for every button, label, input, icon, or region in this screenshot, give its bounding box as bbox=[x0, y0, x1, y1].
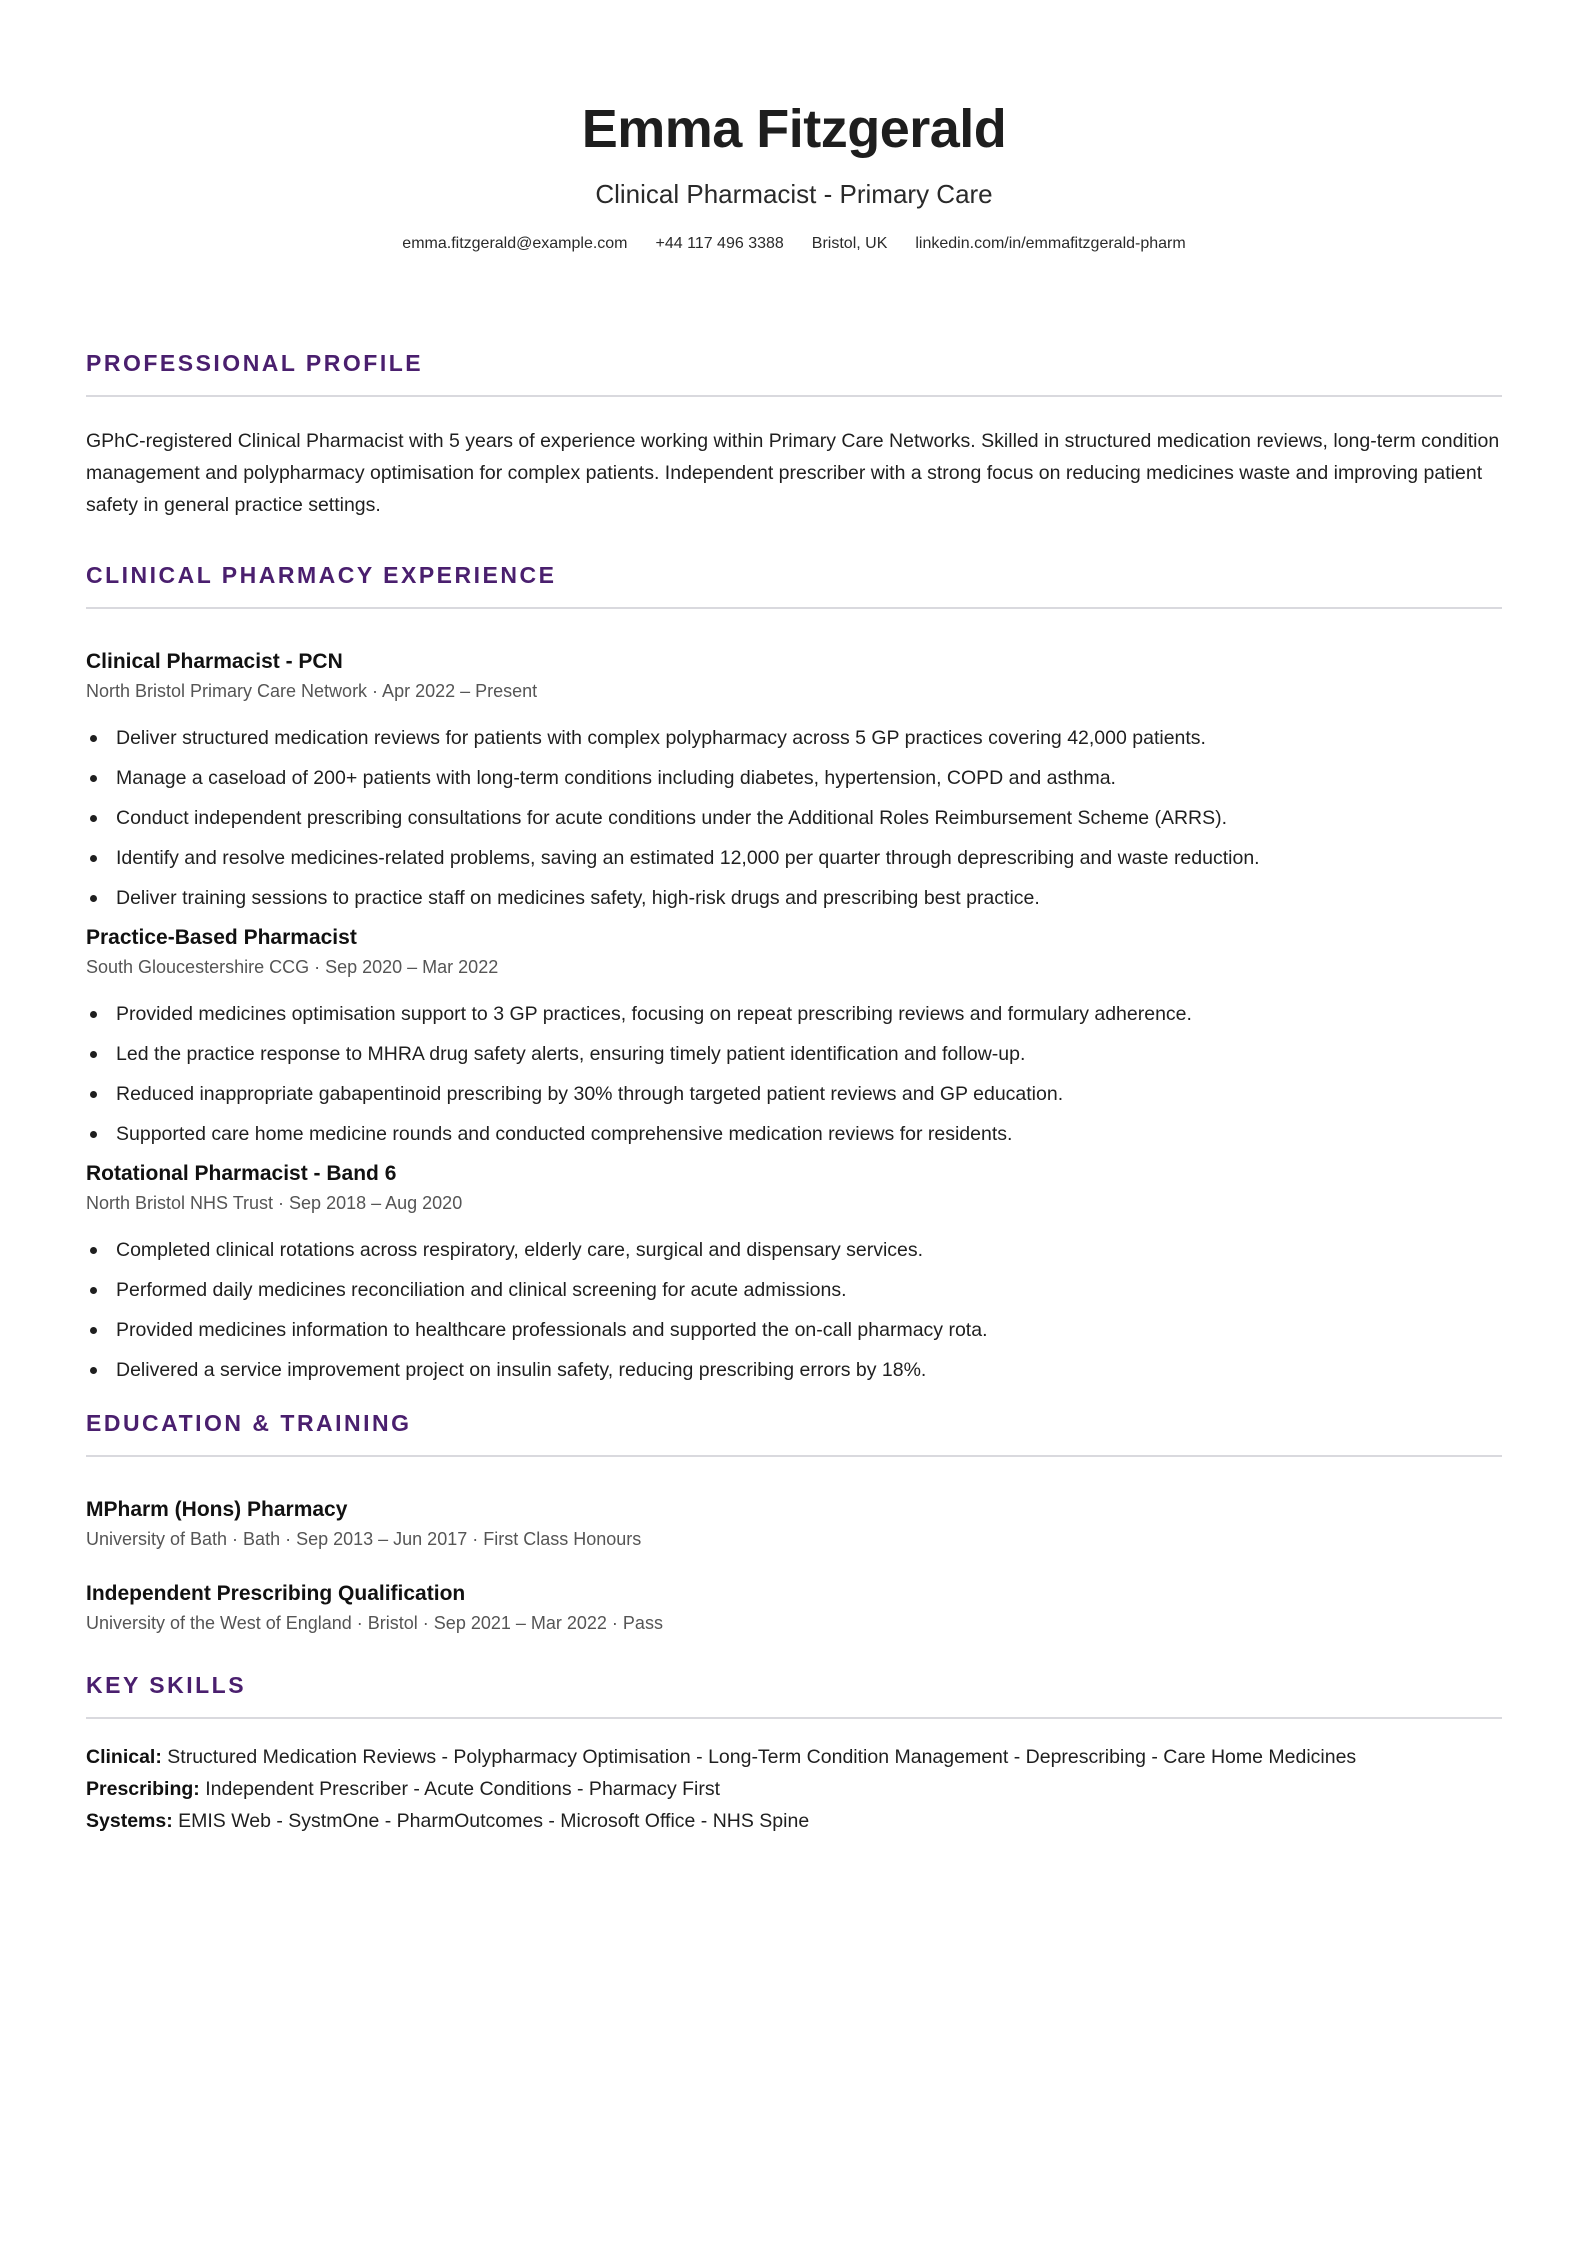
education-section bbox=[86, 1409, 1502, 1635]
section-heading: CLINICAL PHARMACY EXPERIENCE bbox=[86, 562, 557, 588]
job-meta: North Bristol NHS Trust · Sep 2018 – Aug 2020 bbox=[86, 1193, 463, 1213]
contact-line bbox=[86, 234, 1502, 254]
job-title: Rotational Pharmacist - Band 6 bbox=[86, 1162, 397, 1185]
section-divider bbox=[86, 1455, 1502, 1457]
list-item: Provided medicines information to healthcare professionals and supported the on-call pharmacy rota. bbox=[86, 1317, 1502, 1343]
education-title: MPharm (Hons) Pharmacy bbox=[86, 1498, 348, 1521]
job-meta: South Gloucestershire CCG · Sep 2020 – Mar 2022 bbox=[86, 957, 499, 977]
skill-value: Independent Prescriber - Acute Conditions - Pharmacy First bbox=[205, 1778, 721, 1800]
contact-phone: +44 117 496 3388 bbox=[655, 235, 784, 252]
list-item: Reduced inappropriate gabapentinoid prescribing by 30% through targeted patient reviews and GP education. bbox=[86, 1081, 1502, 1107]
skill-label: Systems: bbox=[86, 1810, 173, 1832]
list-item: Provided medicines optimisation support to 3 GP practices, focusing on repeat prescribing reviews and formulary adherence. bbox=[86, 1001, 1502, 1027]
candidate-title: Clinical Pharmacist - Primary Care bbox=[595, 179, 993, 209]
section-heading: EDUCATION & TRAINING bbox=[86, 1410, 412, 1436]
section-divider bbox=[86, 607, 1502, 609]
section-heading: PROFESSIONAL PROFILE bbox=[86, 350, 424, 376]
experience-section bbox=[86, 561, 1502, 1383]
list-item: Deliver training sessions to practice staff on medicines safety, high-risk drugs and prescribing best practice. bbox=[86, 885, 1502, 911]
job-title: Clinical Pharmacist - PCN bbox=[86, 650, 343, 673]
education-entry bbox=[86, 1581, 1502, 1635]
skill-line-clinical bbox=[86, 1741, 1502, 1773]
education-entry bbox=[86, 1497, 1502, 1551]
profile-section bbox=[86, 349, 1502, 521]
list-item: Performed daily medicines reconciliation and clinical screening for acute admissions. bbox=[86, 1277, 1502, 1303]
job-bullets bbox=[86, 1001, 1502, 1147]
skills-list bbox=[86, 1741, 1502, 1837]
skills-section bbox=[86, 1671, 1502, 1837]
section-divider bbox=[86, 1717, 1502, 1719]
education-title: Independent Prescribing Qualification bbox=[86, 1582, 466, 1605]
skill-line-systems bbox=[86, 1805, 1502, 1837]
job-meta: North Bristol Primary Care Network · Apr 2022 – Present bbox=[86, 681, 538, 701]
list-item: Deliver structured medication reviews for patients with complex polypharmacy across 5 GP practices covering 42,000 patients. bbox=[86, 725, 1502, 751]
section-divider bbox=[86, 395, 1502, 397]
contact-email: emma.fitzgerald@example.com bbox=[402, 235, 628, 252]
section-heading: KEY SKILLS bbox=[86, 1672, 247, 1698]
candidate-name: Emma Fitzgerald bbox=[581, 99, 1007, 159]
skill-value: Structured Medication Reviews - Polypharmacy Optimisation - Long-Term Condition Management - Deprescribing - Care Home Medicines bbox=[167, 1746, 1357, 1768]
job-entry bbox=[86, 1161, 1502, 1383]
list-item: Delivered a service improvement project on insulin safety, reducing prescribing errors by 18%. bbox=[86, 1357, 1502, 1383]
skill-line-prescribing bbox=[86, 1773, 1502, 1805]
list-item: Conduct independent prescribing consultations for acute conditions under the Additional Roles Reimbursement Scheme (ARRS). bbox=[86, 805, 1502, 831]
job-title: Practice-Based Pharmacist bbox=[86, 926, 357, 949]
list-item: Led the practice response to MHRA drug safety alerts, ensuring timely patient identification and follow-up. bbox=[86, 1041, 1502, 1067]
job-bullets bbox=[86, 1237, 1502, 1383]
profile-text: GPhC-registered Clinical Pharmacist with 5 years of experience working within Primary Care Networks. Skilled in structured medication reviews, long-term condition management and polypharmacy optimisation for complex patients. Independent prescriber with a strong focus on reducing medicines waste and improving patient safety in general practice settings. bbox=[86, 430, 1500, 516]
list-item: Supported care home medicine rounds and conducted comprehensive medication reviews for residents. bbox=[86, 1121, 1502, 1147]
list-item: Completed clinical rotations across respiratory, elderly care, surgical and dispensary services. bbox=[86, 1237, 1502, 1263]
job-entry bbox=[86, 925, 1502, 1147]
contact-linkedin: linkedin.com/in/emmafitzgerald-pharm bbox=[915, 235, 1186, 252]
list-item: Manage a caseload of 200+ patients with long-term conditions including diabetes, hypertension, COPD and asthma. bbox=[86, 765, 1502, 791]
resume-header bbox=[86, 0, 1502, 254]
skill-label: Clinical: bbox=[86, 1746, 162, 1768]
education-meta: University of Bath · Bath · Sep 2013 – Jun 2017 · First Class Honours bbox=[86, 1529, 642, 1549]
job-bullets bbox=[86, 725, 1502, 911]
skill-value: EMIS Web - SystmOne - PharmOutcomes - Microsoft Office - NHS Spine bbox=[178, 1810, 810, 1832]
list-item: Identify and resolve medicines-related problems, saving an estimated 12,000 per quarter through deprescribing and waste reduction. bbox=[86, 845, 1502, 871]
job-entry bbox=[86, 649, 1502, 911]
contact-location: Bristol, UK bbox=[811, 235, 888, 252]
education-meta: University of the West of England · Bristol · Sep 2021 – Mar 2022 · Pass bbox=[86, 1613, 663, 1633]
skill-label: Prescribing: bbox=[86, 1778, 200, 1800]
